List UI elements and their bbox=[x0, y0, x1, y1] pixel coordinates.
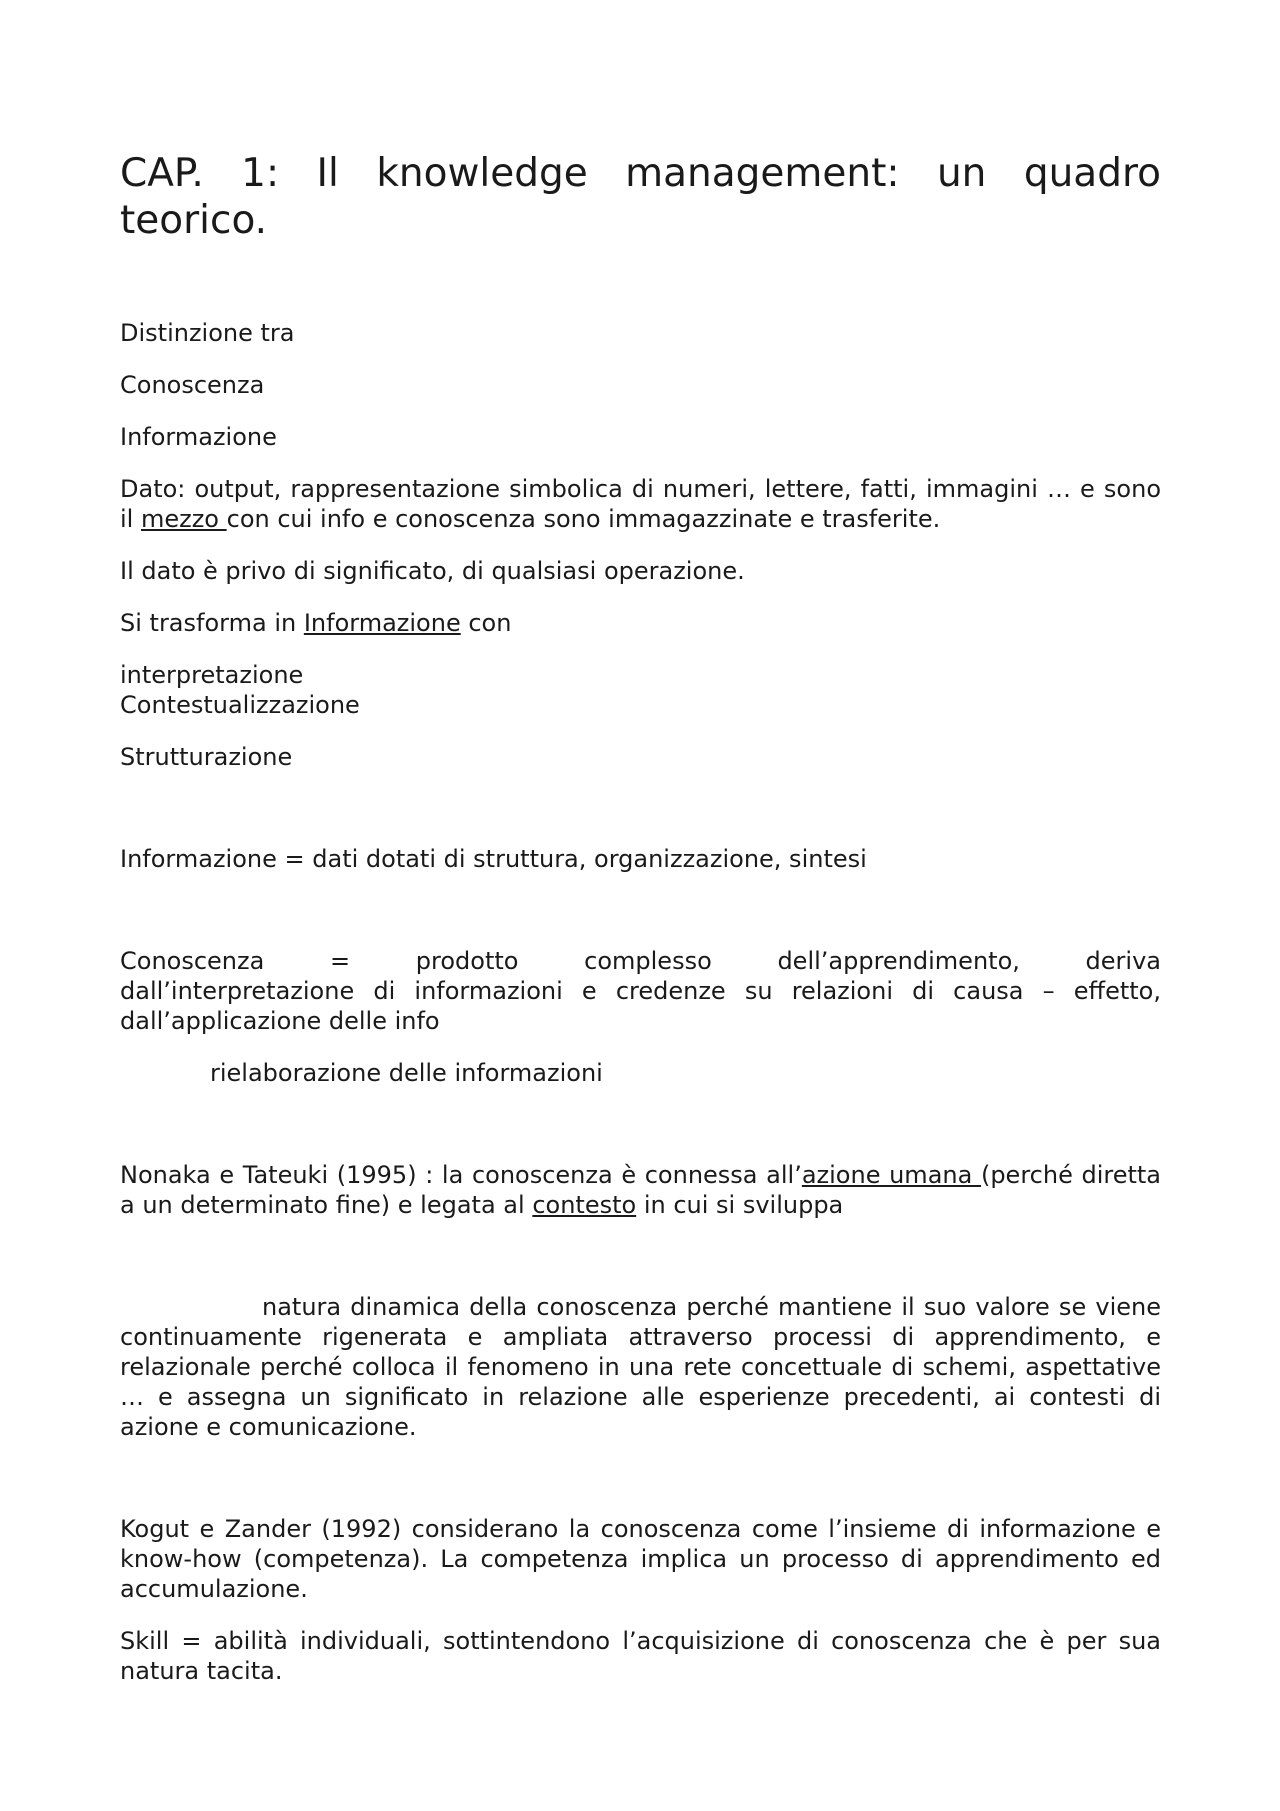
paragraph-conoscenza-def-line1: Conoscenza = prodotto complesso dell’apprendimento, deriva bbox=[120, 947, 1161, 975]
nonaka-text-3: in cui si sviluppa bbox=[636, 1191, 844, 1219]
paragraph-informazione: Informazione bbox=[120, 423, 277, 451]
paragraph-conoscenza: Conoscenza bbox=[120, 371, 265, 399]
nonaka-text-1: Nonaka e Tateuki (1995) : la conoscenza è connessa all’ bbox=[120, 1161, 802, 1189]
paragraph-conoscenza-def-rest: dall’interpretazione di informazioni e credenze su relazioni di causa – effetto, dall’applicazione delle info bbox=[120, 977, 1161, 1035]
list-item-strutturazione: Strutturazione bbox=[120, 743, 293, 771]
paragraph-dato-privo: Il dato è privo di significato, di qualsiasi operazione. bbox=[120, 557, 745, 585]
paragraph-kogut: Kogut e Zander (1992) considerano la conoscenza come l’insieme di informazione e know-how (competenza). La competenza implica un processo di apprendimento ed accumulazione. bbox=[120, 1515, 1161, 1603]
list-item-contestualizzazione: Contestualizzazione bbox=[120, 691, 360, 719]
document-body bbox=[120, 150, 1161, 1686]
dato-text-1: Dato: output, rappresentazione simbolica di numeri, lettere, fatti, immagini … e sono il bbox=[120, 475, 1161, 533]
paragraph-rielaborazione: rielaborazione delle informazioni bbox=[210, 1059, 603, 1087]
paragraph-distinzione: Distinzione tra bbox=[120, 319, 295, 347]
paragraph-skill: Skill = abilità individuali, sottintendono l’acquisizione di conoscenza che è per sua natura tacita. bbox=[120, 1627, 1161, 1685]
nonaka-underlined-azione-umana: azione umana bbox=[801, 1161, 981, 1189]
list-item-interpretazione: interpretazione bbox=[120, 661, 304, 689]
dato-underlined-mezzo: mezzo bbox=[140, 505, 227, 533]
paragraph-trasforma bbox=[120, 608, 1161, 638]
dato-text-2: con cui info e conoscenza sono immagazzinate e trasferite. bbox=[226, 505, 941, 533]
nonaka-text-2: (perché diretta a un determinato fine) e legata al bbox=[120, 1161, 1161, 1219]
chapter-title: CAP. 1: Il knowledge management: un quadro teorico. bbox=[120, 151, 1161, 243]
paragraph-informazione-def: Informazione = dati dotati di struttura, organizzazione, sintesi bbox=[120, 845, 867, 873]
paragraph-nonaka bbox=[120, 1160, 1161, 1220]
trasforma-text-1: Si trasforma in bbox=[120, 609, 304, 637]
nonaka-underlined-contesto: contesto bbox=[532, 1191, 637, 1219]
paragraph-natura: natura dinamica della conoscenza perché mantiene il suo valore se viene continuamente rigenerata e ampliata attraverso processi di apprendimento, e relazionale perché colloca il fenomeno in una rete concettuale di schemi, aspettative … e assegna un significato in relazione alle esperienze precedenti, ai contesti di azione e comunicazione. bbox=[120, 1293, 1161, 1441]
paragraph-dato bbox=[120, 474, 1161, 534]
trasforma-text-2: con bbox=[460, 609, 512, 637]
trasforma-underlined-informazione: Informazione bbox=[303, 609, 461, 637]
